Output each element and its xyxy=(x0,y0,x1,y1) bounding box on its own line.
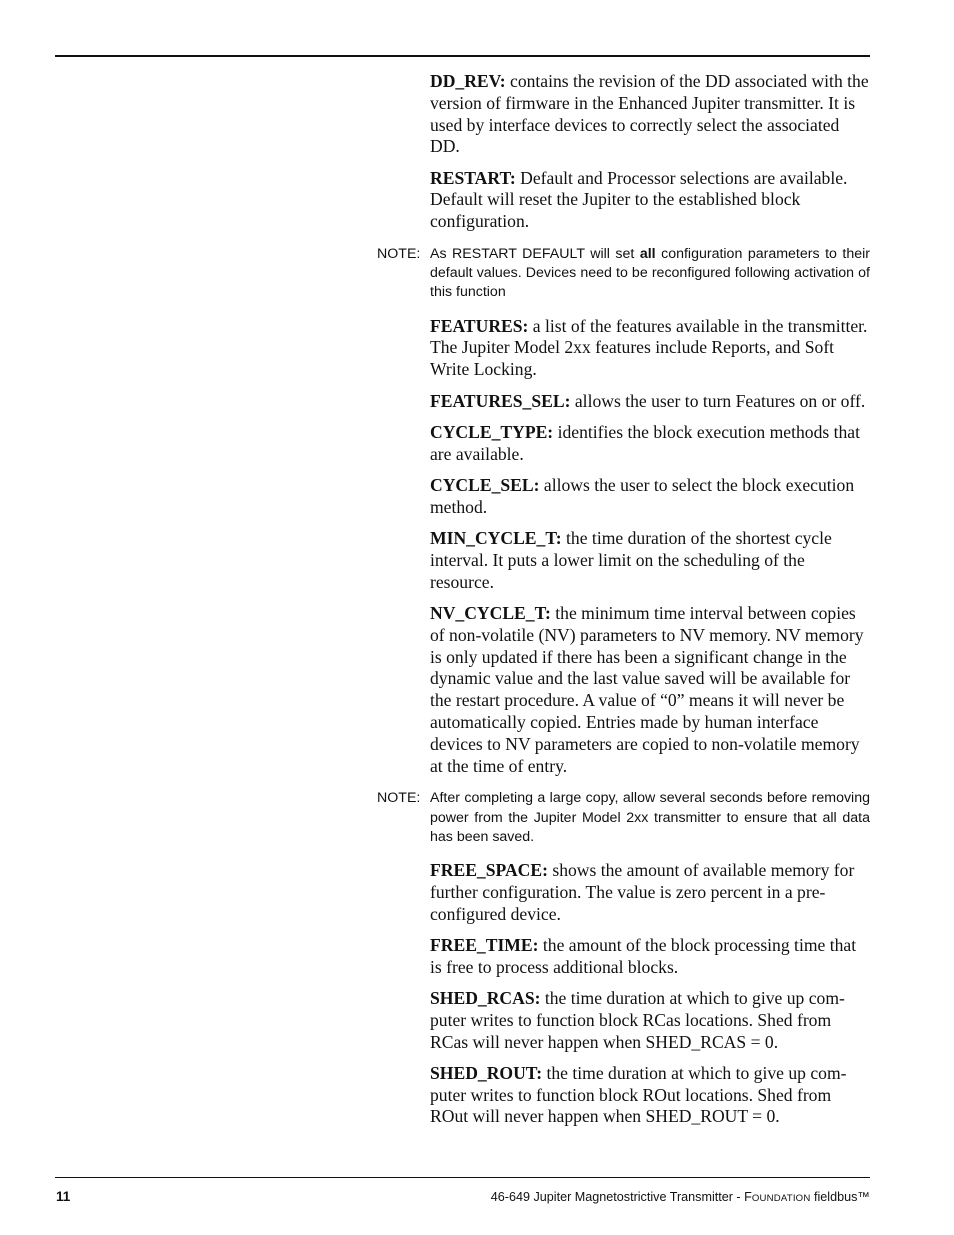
footer-title-smallcaps: OUNDATION xyxy=(751,1193,811,1204)
term: CYCLE_TYPE: xyxy=(430,421,554,442)
paragraph-restart xyxy=(430,168,870,233)
definition: shows the amount of available memory for further configuration. The value is zero percent in a pre-configured device. xyxy=(430,859,855,924)
definition: identifies the block execution methods that are available. xyxy=(430,421,861,464)
term: FEATURES: xyxy=(430,315,529,336)
definition: contains the revision of the DD associated with the version of firmware in the Enhanced Jupiter transmitter. It is used by interface devices to correctly select the associated DD. xyxy=(430,71,869,157)
note-text: As RESTART DEFAULT will set xyxy=(430,246,640,263)
definition: Default and Processor selections are available. Default will reset the Jupiter to the established block configuration. xyxy=(430,167,848,232)
paragraph-features-sel xyxy=(430,391,870,413)
paragraph-min-cycle-t xyxy=(430,528,870,593)
term: FEATURES_SEL: xyxy=(430,390,571,411)
definition: a list of the features available in the transmitter. The Jupiter Model 2xx features include Reports, and Soft Write Locking. xyxy=(430,315,868,380)
note-label: NOTE: xyxy=(377,790,421,807)
paragraph-cycle-sel xyxy=(430,475,870,519)
term: FREE_TIME: xyxy=(430,934,539,955)
definition: the time duration at which to give up computer writes to function block ROut locations. Shed from ROut will never happen when SHED_ROUT = 0. xyxy=(430,1062,847,1127)
paragraph-free-space xyxy=(430,860,870,925)
definition: the time duration at which to give up computer writes to function block RCas locations. Shed from RCas will never happen when SHED_RCAS = 0. xyxy=(430,987,845,1052)
header-rule xyxy=(55,55,870,57)
definition: allows the user to turn Features on or off. xyxy=(570,390,866,411)
footer-title xyxy=(491,1190,870,1204)
document-body xyxy=(377,71,870,1138)
paragraph-shed-rout xyxy=(430,1063,870,1128)
term: SHED_RCAS: xyxy=(430,987,541,1008)
definition: allows the user to select the block execution method. xyxy=(430,474,855,517)
footer-rule xyxy=(55,1177,870,1178)
definition: the amount of the block processing time that is free to process additional blocks. xyxy=(430,934,857,977)
page-number: 11 xyxy=(56,1189,71,1204)
paragraph-features xyxy=(430,316,870,381)
paragraph-cycle-type xyxy=(430,422,870,466)
term: CYCLE_SEL: xyxy=(430,474,540,495)
term: MIN_CYCLE_T: xyxy=(430,528,562,549)
note-emphasis: all xyxy=(639,246,656,263)
paragraph-nv-cycle-t xyxy=(430,603,870,777)
note-text: After completing a large copy, allow several seconds before removing power from the Jupiter Model 2xx transmitter to ensure that all data has been saved. xyxy=(430,790,870,845)
definition: the minimum time interval between copies of non-volatile (NV) parameters to NV memory. NV memory is only updated if there has been a significant change in the dynamic value and the last value saved will be available for the restart procedure. A value of “0” means it will never be automatically copied. Entries made by human interface devices to NV parameters are copied to non-volatile memory at the time of entry. xyxy=(430,602,864,776)
term: SHED_ROUT: xyxy=(430,1062,543,1083)
note-label: NOTE: xyxy=(377,246,421,263)
footer-title-suffix: fieldbus™ xyxy=(810,1190,870,1204)
note-restart xyxy=(377,245,870,303)
term: FREE_SPACE: xyxy=(430,859,548,880)
definition: the time duration of the shortest cycle interval. It puts a lower limit on the scheduling of the resource. xyxy=(430,528,832,592)
term: NV_CYCLE_T: xyxy=(430,602,551,623)
note-text: configuration parameters to their default values. Devices need to be reconfigured following activation of this function xyxy=(430,246,870,301)
paragraph-shed-rcas xyxy=(430,988,870,1053)
term: DD_REV: xyxy=(430,71,506,91)
footer-title-prefix: 46-649 Jupiter Magnetostrictive Transmitter - F xyxy=(490,1190,752,1204)
term: RESTART: xyxy=(430,167,516,188)
paragraph-dd-rev xyxy=(430,71,870,158)
note-large-copy xyxy=(377,789,870,847)
paragraph-free-time xyxy=(430,935,870,979)
